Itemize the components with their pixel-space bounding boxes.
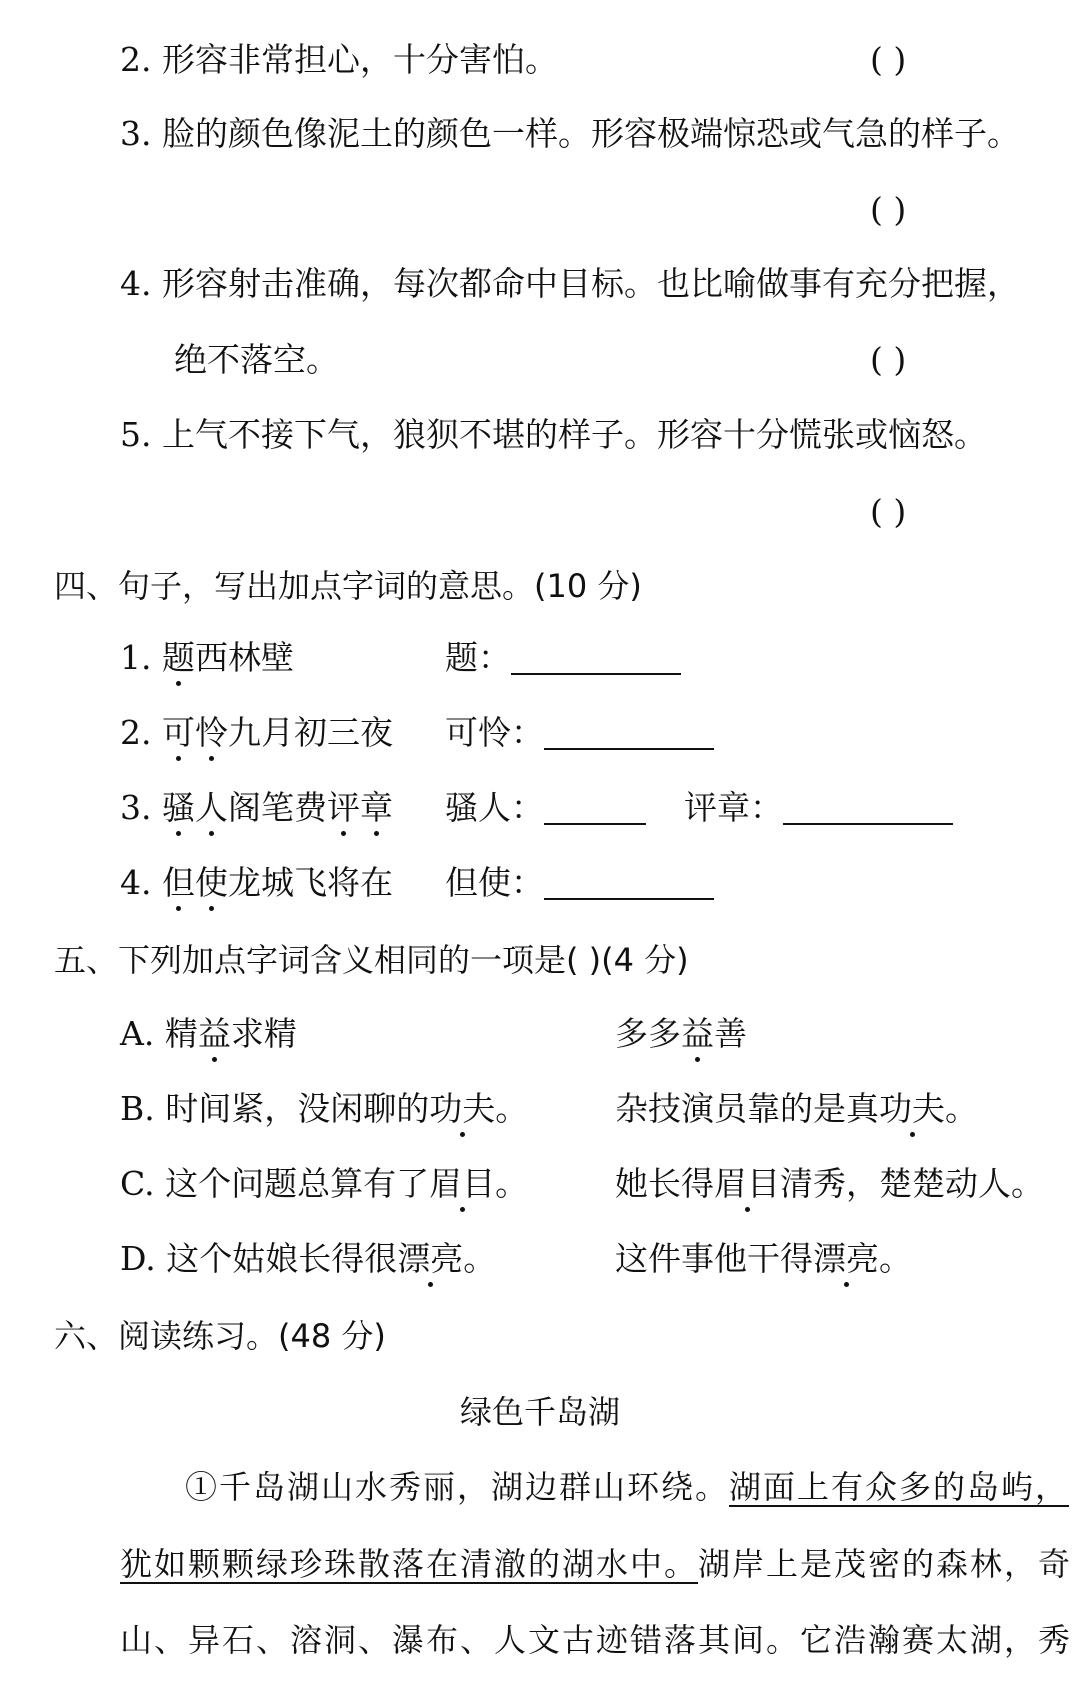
dotted-char: 人 — [195, 786, 228, 830]
section5-heading: 五、下列加点字词含义相同的一项是( )(4 分) — [54, 941, 689, 979]
s4-answer-1: 题： — [445, 636, 681, 680]
s3-item-4-cont: 绝不落空。 — [174, 340, 339, 379]
answer-paren-3: ( ) — [870, 190, 907, 229]
dotted-char: 功夫 — [879, 1087, 945, 1131]
s3-item-3: 3. 脸的颜色像泥土的颜色一样。形容极端惊恐或气急的样子。 — [120, 114, 1020, 153]
dotted-char: 题 — [162, 636, 195, 680]
s5-option-c: C. 这个问题总算有了眉目。 — [120, 1162, 528, 1206]
passage-line-1: ①千岛湖山水秀丽，湖边群山环绕。湖面上有众多的岛屿， — [185, 1468, 1070, 1506]
s3-item-4: 4. 形容射击准确，每次都命中目标。也比喻做事有充分把握， — [120, 264, 1020, 303]
dotted-char: 益 — [198, 1012, 231, 1056]
passage-line-3: 山、异石、溶洞、瀑布、人文古迹错落其间。它浩瀚赛太湖，秀 — [120, 1621, 1073, 1659]
dotted-char: 骚 — [162, 786, 195, 830]
s4-answer-4: 但使： — [445, 861, 714, 905]
underlined-sentence: 犹如颗颗绿珍珠散落在清澈的湖水中。 — [120, 1545, 699, 1583]
dotted-char: 使 — [195, 861, 228, 905]
s4-answer-3: 骚人： — [445, 786, 646, 830]
answer-blank[interactable] — [783, 793, 953, 825]
s5-option-b-right: 杂技演员靠的是真功夫。 — [615, 1087, 978, 1131]
dotted-char: 章 — [360, 786, 393, 830]
answer-blank[interactable] — [544, 793, 646, 825]
passage-title: 绿色千岛湖 — [459, 1393, 620, 1431]
dotted-char: 眉目 — [714, 1162, 780, 1206]
s5-option-a-right: 多多益善 — [615, 1012, 747, 1056]
section6-heading: 六、阅读练习。(48 分) — [54, 1317, 386, 1355]
s3-item-5: 5. 上气不接下气，狼狈不堪的样子。形容十分慌张或恼怒。 — [120, 415, 987, 454]
answer-paren-2: ( ) — [870, 40, 907, 79]
dotted-char: 漂亮 — [813, 1237, 879, 1281]
answer-blank[interactable] — [544, 868, 714, 900]
passage-line-2: 犹如颗颗绿珍珠散落在清澈的湖水中。湖岸上是茂密的森林，奇 — [120, 1545, 1073, 1583]
s4-item-1: 1. 题西林壁 — [120, 636, 294, 680]
dotted-char: 可 — [162, 711, 195, 755]
answer-blank[interactable] — [544, 718, 714, 750]
s5-option-d-right: 这件事他干得漂亮。 — [615, 1237, 912, 1281]
dotted-char: 功夫 — [429, 1087, 495, 1131]
section4-heading: 四、句子，写出加点字词的意思。(10 分) — [54, 567, 642, 605]
dotted-char: 眉目 — [429, 1162, 495, 1206]
answer-paren-5: ( ) — [870, 492, 907, 531]
dotted-char: 益 — [681, 1012, 714, 1056]
answer-paren-4: ( ) — [870, 340, 907, 379]
s5-option-b: B. 时间紧，没闲聊的功夫。 — [120, 1087, 528, 1131]
underlined-sentence: 湖面上有众多的岛屿， — [729, 1468, 1070, 1506]
s5-option-c-right: 她长得眉目清秀，楚楚动人。 — [615, 1162, 1044, 1206]
dotted-char: 但 — [162, 861, 195, 905]
s3-item-2: 2. 形容非常担心，十分害怕。 — [120, 40, 558, 79]
s4-item-3: 3. 骚人阁笔费评章 — [120, 786, 393, 830]
s4-answer-3b: 评章： — [684, 786, 953, 830]
s5-option-d: D. 这个姑娘长得很漂亮。 — [120, 1237, 496, 1281]
s4-item-2: 2. 可怜九月初三夜 — [120, 711, 393, 755]
dotted-char: 怜 — [195, 711, 228, 755]
s4-answer-2: 可怜： — [445, 711, 714, 755]
dotted-char: 评 — [327, 786, 360, 830]
dotted-char: 漂亮 — [397, 1237, 463, 1281]
s4-item-4: 4. 但使龙城飞将在 — [120, 861, 393, 905]
answer-blank[interactable] — [511, 643, 681, 675]
s5-option-a: A. 精益求精 — [120, 1012, 297, 1056]
